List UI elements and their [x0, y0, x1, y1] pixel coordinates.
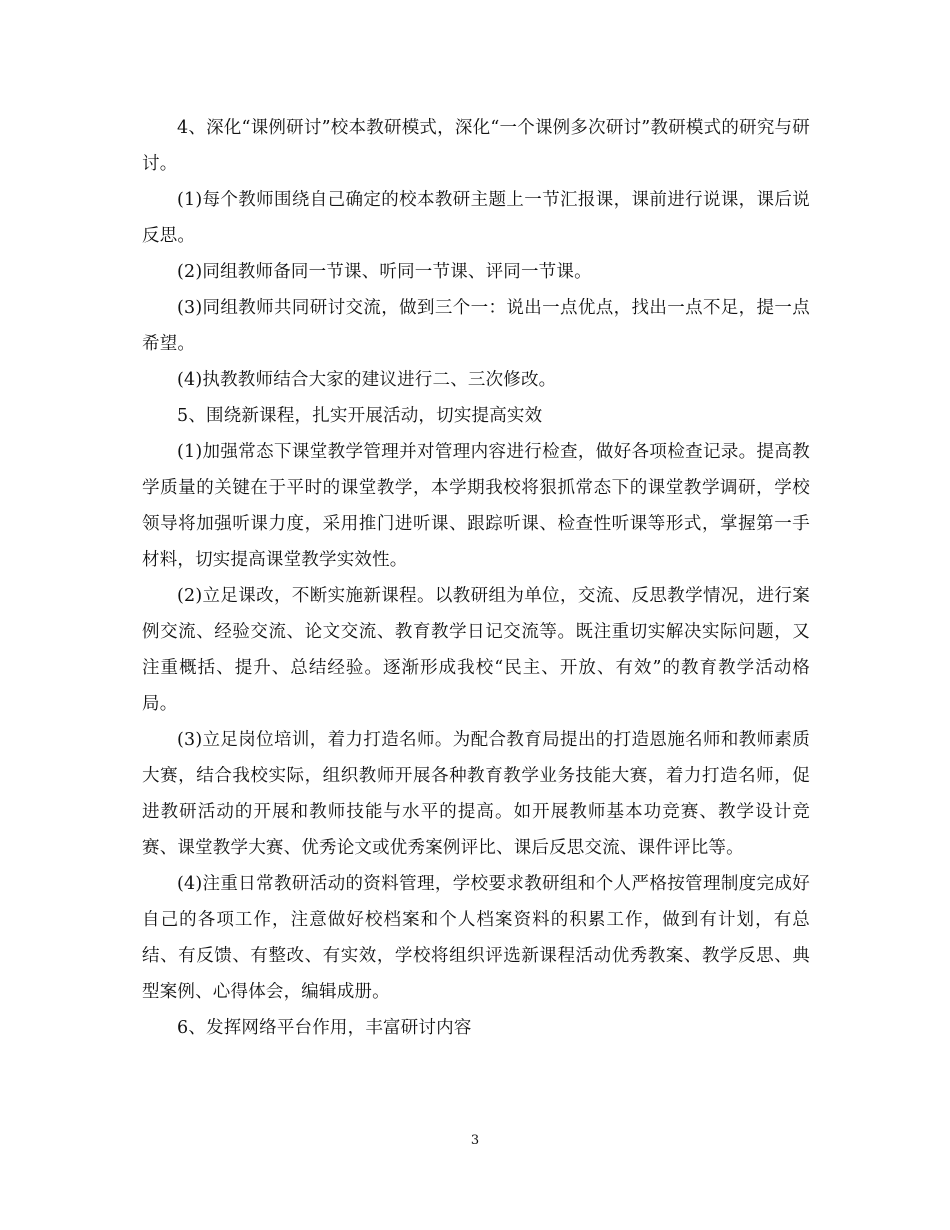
- paragraph-4-1: (1)每个教师围绕自己确定的校本教研主题上一节汇报课，课前进行说课，课后说反思。: [142, 190, 810, 246]
- document-body: [142, 110, 810, 1046]
- paragraph-5-2: (2)立足课改，不断实施新课程。以教研组为单位，交流、反思教学情况，进行案例交流、经验交流、论文交流、教育教学日记交流等。既注重切实解决实际问题，又注重概括、提升、总结经验。逐渐形成我校“民主、开放、有效”的教育教学活动格局。: [142, 586, 810, 714]
- paragraph-section-4: 4、深化“课例研讨”校本教研模式，深化“一个课例多次研讨”教研模式的研究与研讨。: [142, 118, 810, 174]
- page-number: 3: [470, 1133, 480, 1148]
- paragraph-5-3: (3)立足岗位培训，着力打造名师。为配合教育局提出的打造恩施名师和教师素质大赛，结合我校实际，组织教师开展各种教育教学业务技能大赛，着力打造名师，促进教研活动的开展和教师技能与水平的提高。如开展教师基本功竞赛、教学设计竞赛、课堂教学大赛、优秀论文或优秀案例评比、课后反思交流、课件评比等。: [142, 730, 810, 858]
- paragraph-4-3: (3)同组教师共同研讨交流，做到三个一：说出一点优点，找出一点不足，提一点希望。: [142, 298, 810, 354]
- paragraph-5-4: (4)注重日常教研活动的资料管理，学校要求教研组和个人严格按管理制度完成好自己的各项工作，注意做好校档案和个人档案资料的积累工作，做到有计划，有总结、有反馈、有整改、有实效，学校将组织评选新课程活动优秀教案、教学反思、典型案例、心得体会，编辑成册。: [142, 874, 810, 1002]
- paragraph-4-2: (2)同组教师备同一节课、听同一节课、评同一节课。: [177, 262, 592, 282]
- paragraph-section-6: 6、发挥网络平台作用，丰富研讨内容: [177, 1018, 472, 1038]
- paragraph-4-4: (4)执教教师结合大家的建议进行二、三次修改。: [177, 370, 557, 390]
- paragraph-5-1: (1)加强常态下课堂教学管理并对管理内容进行检查，做好各项检查记录。提高教学质量的关键在于平时的课堂教学，本学期我校将狠抓常态下的课堂教学调研，学校领导将加强听课力度，采用推门进听课、跟踪听课、检查性听课等形式，掌握第一手材料，切实提高课堂教学实效性。: [142, 442, 810, 570]
- paragraph-section-5: 5、围绕新课程，扎实开展活动，切实提高实效: [177, 406, 543, 426]
